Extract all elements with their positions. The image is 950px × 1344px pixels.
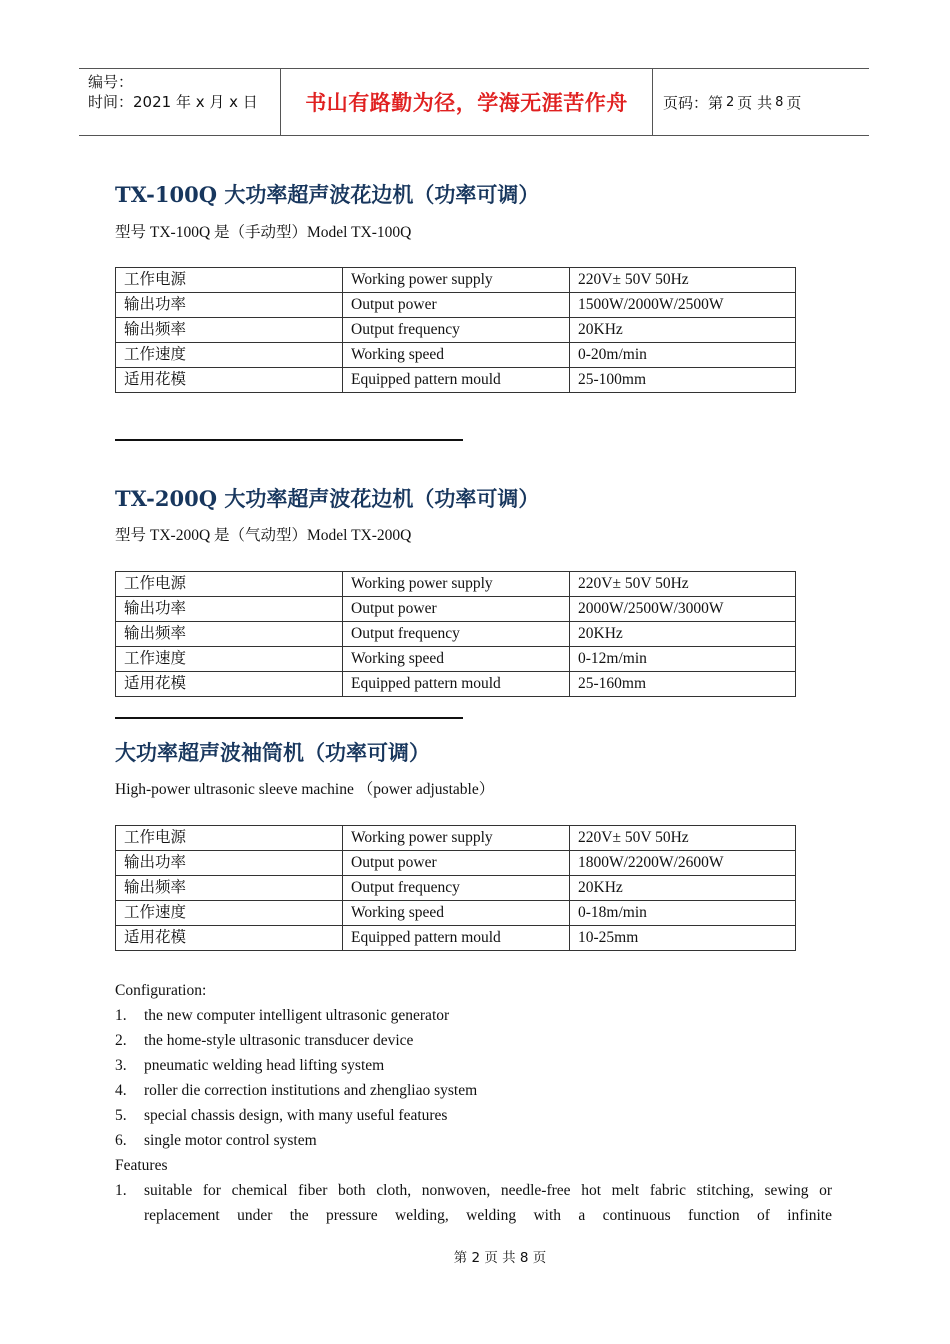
spec-en: Equipped pattern mould bbox=[343, 368, 570, 393]
page-header bbox=[79, 68, 869, 136]
spec-en: Working speed bbox=[343, 343, 570, 368]
spec-value: 220V± 50V 50Hz bbox=[570, 268, 796, 293]
list-number: 1. bbox=[115, 1182, 127, 1199]
feature-line-1: suitable for chemical fiber both cloth, nonwoven, needle-free hot melt fabric stitching, sewing or bbox=[144, 1182, 832, 1199]
list-item bbox=[115, 1178, 832, 1228]
list-text: the home-style ultrasonic transducer device bbox=[144, 1032, 414, 1049]
spec-value: 25-160mm bbox=[570, 672, 796, 697]
spec-value: 10-25mm bbox=[570, 926, 796, 951]
list-number: 1. bbox=[115, 1007, 127, 1024]
list-item bbox=[115, 1103, 832, 1128]
section-divider bbox=[115, 717, 463, 719]
spec-value: 2000W/2500W/3000W bbox=[570, 597, 796, 622]
table-row bbox=[116, 826, 796, 851]
spec-en: Output frequency bbox=[343, 622, 570, 647]
spec-en: Working speed bbox=[343, 647, 570, 672]
page-current: 2 bbox=[726, 94, 735, 110]
spec-value: 20KHz bbox=[570, 318, 796, 343]
spec-cn: 输出功率 bbox=[116, 293, 343, 318]
list-text: special chassis design, with many useful features bbox=[144, 1107, 448, 1124]
spec-cn: 输出频率 bbox=[116, 876, 343, 901]
spec-table-2 bbox=[115, 571, 796, 697]
table-row bbox=[116, 926, 796, 951]
list-number: 6. bbox=[115, 1132, 127, 1149]
spec-value: 0-12m/min bbox=[570, 647, 796, 672]
spec-value: 1800W/2200W/2600W bbox=[570, 851, 796, 876]
spec-value: 0-18m/min bbox=[570, 901, 796, 926]
header-left-cell bbox=[79, 69, 280, 135]
section-1-title: TX-100Q 大功率超声波花边机（功率可调） bbox=[115, 182, 540, 207]
spec-en: Equipped pattern mould bbox=[343, 672, 570, 697]
list-number: 2. bbox=[115, 1032, 127, 1049]
table-row bbox=[116, 268, 796, 293]
table-row bbox=[116, 368, 796, 393]
spec-en: Output power bbox=[343, 293, 570, 318]
table-row bbox=[116, 901, 796, 926]
number-label: 编号： bbox=[88, 73, 134, 91]
section-2-title: TX-200Q 大功率超声波花边机（功率可调） bbox=[115, 486, 540, 511]
list-number: 3. bbox=[115, 1057, 127, 1074]
spec-cn: 适用花模 bbox=[116, 672, 343, 697]
spec-cn: 工作电源 bbox=[116, 826, 343, 851]
features-heading: Features bbox=[115, 1157, 168, 1174]
spec-en: Output frequency bbox=[343, 318, 570, 343]
spec-value: 220V± 50V 50Hz bbox=[570, 572, 796, 597]
list-text: pneumatic welding head lifting system bbox=[144, 1057, 385, 1074]
page-total: 8 bbox=[775, 94, 784, 110]
spec-en: Working power supply bbox=[343, 268, 570, 293]
list-text: the new computer intelligent ultrasonic generator bbox=[144, 1007, 450, 1024]
motto-text: 书山有路勤为径，学海无涯苦作舟 bbox=[305, 91, 628, 115]
spec-en: Working power supply bbox=[343, 826, 570, 851]
spec-cn: 工作电源 bbox=[116, 572, 343, 597]
header-motto-cell bbox=[280, 69, 653, 135]
section-2-subtitle: 型号 TX-200Q 是（气动型）Model TX-200Q bbox=[115, 527, 412, 544]
spec-table-1 bbox=[115, 267, 796, 393]
spec-value: 1500W/2000W/2500W bbox=[570, 293, 796, 318]
table-row bbox=[116, 597, 796, 622]
spec-en: Output power bbox=[343, 851, 570, 876]
feature-text-block bbox=[144, 1178, 832, 1228]
table-row bbox=[116, 672, 796, 697]
spec-cn: 工作速度 bbox=[116, 647, 343, 672]
table-row bbox=[116, 876, 796, 901]
page-suffix: 页 bbox=[786, 93, 802, 112]
page-footer: 第 2 页 共 8 页 bbox=[453, 1250, 547, 1266]
section-3-subtitle: High-power ultrasonic sleeve machine （power adjustable） bbox=[115, 781, 495, 798]
spec-en: Working speed bbox=[343, 901, 570, 926]
table-row bbox=[116, 572, 796, 597]
table-row bbox=[116, 647, 796, 672]
spec-cn: 适用花模 bbox=[116, 368, 343, 393]
table-row bbox=[116, 851, 796, 876]
spec-en: Working power supply bbox=[343, 572, 570, 597]
list-item bbox=[115, 1003, 832, 1028]
spec-cn: 输出频率 bbox=[116, 622, 343, 647]
spec-value: 0-20m/min bbox=[570, 343, 796, 368]
page-mid: 页 共 bbox=[737, 93, 773, 112]
section-3-title: 大功率超声波袖筒机（功率可调） bbox=[115, 740, 430, 765]
spec-en: Output frequency bbox=[343, 876, 570, 901]
spec-value: 20KHz bbox=[570, 622, 796, 647]
section-1-subtitle: 型号 TX-100Q 是（手动型）Model TX-100Q bbox=[115, 224, 412, 241]
list-text: single motor control system bbox=[144, 1132, 317, 1149]
time-label: 时间：2021 年 x 月 x 日 bbox=[88, 93, 258, 111]
header-page-cell bbox=[653, 69, 869, 135]
spec-cn: 输出功率 bbox=[116, 597, 343, 622]
table-row bbox=[116, 318, 796, 343]
table-row bbox=[116, 293, 796, 318]
spec-table-3 bbox=[115, 825, 796, 951]
list-number: 5. bbox=[115, 1107, 127, 1124]
spec-value: 25-100mm bbox=[570, 368, 796, 393]
spec-en: Output power bbox=[343, 597, 570, 622]
configuration-heading: Configuration: bbox=[115, 982, 207, 999]
list-number: 4. bbox=[115, 1082, 127, 1099]
list-item bbox=[115, 1128, 832, 1153]
table-row bbox=[116, 622, 796, 647]
section-divider bbox=[115, 439, 463, 441]
spec-value: 20KHz bbox=[570, 876, 796, 901]
table-row bbox=[116, 343, 796, 368]
spec-cn: 输出频率 bbox=[116, 318, 343, 343]
spec-en: Equipped pattern mould bbox=[343, 926, 570, 951]
list-item bbox=[115, 1078, 832, 1103]
spec-cn: 工作电源 bbox=[116, 268, 343, 293]
spec-cn: 工作速度 bbox=[116, 901, 343, 926]
body-text bbox=[115, 978, 832, 1228]
spec-value: 220V± 50V 50Hz bbox=[570, 826, 796, 851]
page-prefix: 页码：第 bbox=[663, 93, 724, 112]
spec-cn: 输出功率 bbox=[116, 851, 343, 876]
spec-cn: 工作速度 bbox=[116, 343, 343, 368]
list-item bbox=[115, 1028, 832, 1053]
list-text: roller die correction institutions and zhengliao system bbox=[144, 1082, 478, 1099]
spec-cn: 适用花模 bbox=[116, 926, 343, 951]
list-item bbox=[115, 1053, 832, 1078]
feature-line-2: replacement under the pressure welding, welding with a continuous function of infinite bbox=[144, 1207, 832, 1224]
